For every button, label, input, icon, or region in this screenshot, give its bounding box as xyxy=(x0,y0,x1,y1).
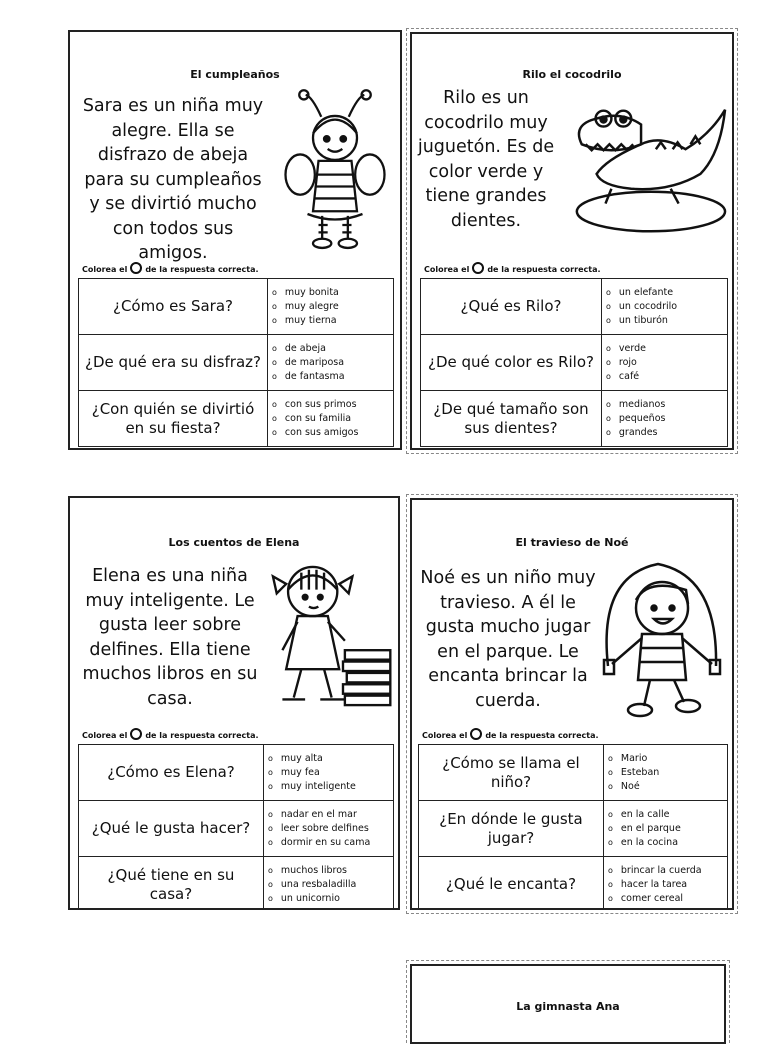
card-title: Rilo el cocodrilo xyxy=(522,68,622,81)
question: ¿De qué color es Rilo? xyxy=(421,335,602,391)
answer-option[interactable]: o nadar en el mar xyxy=(268,808,389,822)
answer-option[interactable]: o con sus primos xyxy=(272,398,389,412)
answer-option[interactable]: o dormir en su cama xyxy=(268,836,389,850)
answer-option[interactable]: o rojo xyxy=(606,356,723,370)
girl-with-books-illustration xyxy=(254,552,396,720)
answer-option[interactable]: o con su familia xyxy=(272,412,389,426)
answer-option[interactable]: o pequeños xyxy=(606,412,723,426)
answer-option[interactable]: o verde xyxy=(606,342,723,356)
options[interactable] xyxy=(268,335,394,391)
answer-option[interactable]: o brincar la cuerda xyxy=(608,864,723,878)
card-title: El travieso de Noé xyxy=(515,536,629,549)
options[interactable] xyxy=(604,857,728,911)
answer-option[interactable]: o muy inteligente xyxy=(268,780,389,794)
options[interactable] xyxy=(264,801,394,857)
instruction-text: Colorea el de la respuesta correcta. xyxy=(82,728,259,740)
circle-icon xyxy=(130,728,142,740)
options[interactable] xyxy=(602,335,728,391)
answer-option[interactable]: o en la cocina xyxy=(608,836,723,850)
answer-option[interactable]: o muy bonita xyxy=(272,286,389,300)
reading-card-rilo xyxy=(410,32,734,450)
question-table xyxy=(420,278,728,447)
circle-icon xyxy=(130,262,142,274)
boy-jump-rope-illustration xyxy=(598,556,728,726)
instruction-text: Colorea el de la respuesta correcta. xyxy=(424,262,601,274)
answer-option[interactable]: o muchos libros xyxy=(268,864,389,878)
answer-option[interactable]: o muy fea xyxy=(268,766,389,780)
question-table xyxy=(418,744,728,910)
story-text: Noé es un niño muy travieso. A él le gusta mucho jugar en el parque. Le encanta brincar la cuerda. xyxy=(420,568,596,711)
answer-option[interactable]: o comer cereal xyxy=(608,892,723,906)
question: ¿Cómo se llama el niño? xyxy=(419,745,604,801)
reading-card-ana xyxy=(410,964,726,1044)
answer-option[interactable]: o muy alta xyxy=(268,752,389,766)
options[interactable] xyxy=(604,801,728,857)
answer-option[interactable]: o de abeja xyxy=(272,342,389,356)
question: ¿Qué tiene en su casa? xyxy=(79,857,264,911)
crocodile-illustration xyxy=(562,104,730,234)
question: ¿Cómo es Elena? xyxy=(79,745,264,801)
question: ¿Con quién se divirtió en su fiesta? xyxy=(79,391,268,447)
instruction-text: Colorea el de la respuesta correcta. xyxy=(422,728,599,740)
card-title: La gimnasta Ana xyxy=(516,1000,620,1013)
answer-option[interactable]: o una resbaladilla xyxy=(268,878,389,892)
question: ¿Qué le gusta hacer? xyxy=(79,801,264,857)
question: ¿Qué le encanta? xyxy=(419,857,604,911)
question-table xyxy=(78,278,394,447)
circle-icon xyxy=(470,728,482,740)
question-table xyxy=(78,744,394,910)
question: ¿Cómo es Sara? xyxy=(79,279,268,335)
answer-option[interactable]: o hacer la tarea xyxy=(608,878,723,892)
options[interactable] xyxy=(604,745,728,801)
question: ¿En dónde le gusta jugar? xyxy=(419,801,604,857)
answer-option[interactable]: o en el parque xyxy=(608,822,723,836)
answer-option[interactable]: o un tiburón xyxy=(606,314,723,328)
answer-option[interactable]: o un cocodrilo xyxy=(606,300,723,314)
answer-option[interactable]: o leer sobre delfines xyxy=(268,822,389,836)
reading-card-elena xyxy=(68,496,400,910)
options[interactable] xyxy=(602,391,728,447)
reading-card-noe xyxy=(410,498,734,910)
answer-option[interactable]: o Noé xyxy=(608,780,723,794)
story-text: Elena es una niña muy inteligente. Le gusta leer sobre delfines. Ella tiene muchos libros en su casa. xyxy=(82,566,258,709)
options[interactable] xyxy=(602,279,728,335)
question: ¿Qué es Rilo? xyxy=(421,279,602,335)
answer-option[interactable]: o un elefante xyxy=(606,286,723,300)
answer-option[interactable]: o de mariposa xyxy=(272,356,389,370)
answer-option[interactable]: o un unicornio xyxy=(268,892,389,906)
answer-option[interactable]: o de fantasma xyxy=(272,370,389,384)
reading-card-cumpleanos xyxy=(68,30,402,450)
card-title: El cumpleaños xyxy=(190,68,280,81)
answer-option[interactable]: o con sus amigos xyxy=(272,426,389,440)
story-text: Rilo es un cocodrilo muy juguetón. Es de color verde y tiene grandes dientes. xyxy=(417,88,555,231)
answer-option[interactable]: o muy tierna xyxy=(272,314,389,328)
answer-option[interactable]: o en la calle xyxy=(608,808,723,822)
question: ¿De qué tamaño son sus dientes? xyxy=(421,391,602,447)
options[interactable] xyxy=(264,857,394,911)
options[interactable] xyxy=(268,279,394,335)
answer-option[interactable]: o muy alegre xyxy=(272,300,389,314)
options[interactable] xyxy=(268,391,394,447)
answer-option[interactable]: o medianos xyxy=(606,398,723,412)
card-title: Los cuentos de Elena xyxy=(168,536,300,549)
story-text: Sara es un niña muy alegre. Ella se disfrazo de abeja para su cumpleaños y se divirtió mucho con todos sus amigos. xyxy=(82,96,264,263)
circle-icon xyxy=(472,262,484,274)
answer-option[interactable]: o café xyxy=(606,370,723,384)
answer-option[interactable]: o grandes xyxy=(606,426,723,440)
options[interactable] xyxy=(264,745,394,801)
question: ¿De qué era su disfraz? xyxy=(79,335,268,391)
answer-option[interactable]: o Mario xyxy=(608,752,723,766)
instruction-text: Colorea el de la respuesta correcta. xyxy=(82,262,259,274)
bee-girl-illustration xyxy=(280,80,390,260)
answer-option[interactable]: o Esteban xyxy=(608,766,723,780)
